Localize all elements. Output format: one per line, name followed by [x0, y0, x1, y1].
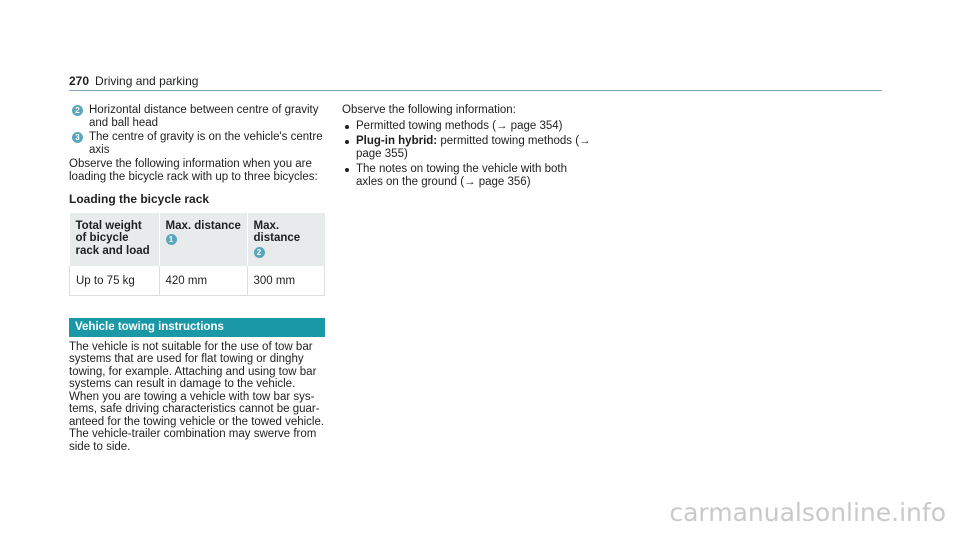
note-body: The vehicle is not suitable for the use of tow bar systems that are used for flat towing or dinghy towing, for example. Attaching and using tow bar systems can result in damage to the vehicle. When you are towing a vehicle with tow bar sys- tems, safe driving characteristics cannot be guar- anteed for the towing vehicle or the towed vehicle. The vehicle-trailer combination may swerve from side to side.: [69, 340, 325, 453]
col-header-total-weight: Total weight of bicycle rack and load: [70, 213, 160, 266]
page-number: 270: [69, 74, 90, 88]
note-title-bar: Vehicle towing instructions: [69, 318, 325, 337]
observe-intro: Observe the following information:: [342, 104, 516, 116]
number-badge-icon: 3: [72, 132, 83, 143]
bicycle-rack-table: [69, 213, 325, 297]
legend-text: The centre of gravity is on the vehicle's centre axis: [89, 131, 323, 156]
observe-paragraph: Observe the following information when you are loading the bicycle rack with up to three bicycles:: [69, 158, 318, 183]
left-column: [69, 104, 325, 453]
list-item: [342, 135, 592, 160]
info-list: [342, 120, 592, 189]
col-header-max-distance-1: Max. distance 1: [159, 213, 247, 266]
table-cell: 300 mm: [247, 266, 325, 296]
list-item: [342, 120, 592, 133]
table-header-row: [70, 213, 325, 266]
list-item: [342, 163, 592, 188]
header-divider: [69, 90, 882, 91]
right-column: [342, 104, 592, 191]
table-row: [70, 266, 325, 296]
legend-item: [69, 104, 325, 129]
page-header: [69, 74, 198, 88]
table-cell: Up to 75 kg: [70, 266, 160, 296]
watermark: carmanualsonline.info: [669, 498, 946, 527]
table-cell: 420 mm: [159, 266, 247, 296]
number-badge-icon: 1: [166, 234, 177, 245]
list-item-text: Permitted towing methods (→ page 354): [356, 119, 563, 132]
number-badge-icon: 2: [72, 105, 83, 116]
col-header-max-distance-2: Max. distance 2: [247, 213, 325, 266]
list-item-text: The notes on towing the vehicle with both axles on the ground (→ page 356): [356, 163, 567, 188]
legend-item: [69, 131, 325, 156]
number-badge-icon: 2: [254, 247, 265, 258]
table-heading: Loading the bicycle rack: [69, 192, 210, 206]
section-title: Driving and parking: [95, 74, 199, 88]
list-item-bold-label: Plug-in hybrid:: [356, 135, 438, 147]
legend-text: Horizontal distance between centre of gravity and ball head: [89, 104, 319, 129]
list-item-text: permitted towing methods (→ page 355): [356, 135, 591, 160]
